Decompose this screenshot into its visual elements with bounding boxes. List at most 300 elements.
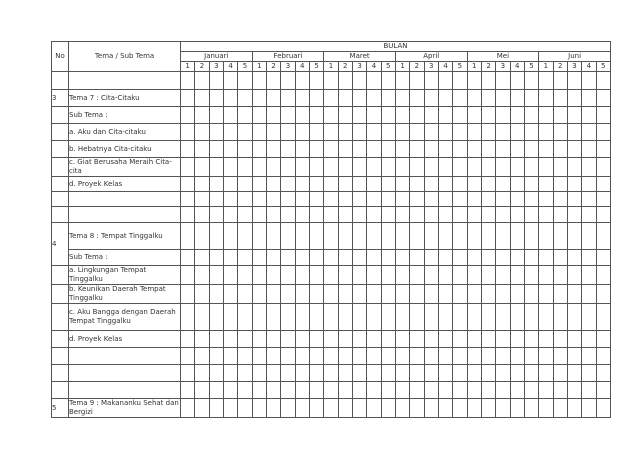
week-cell[interactable] [410, 90, 424, 107]
week-cell[interactable] [481, 266, 495, 285]
week-cell[interactable] [467, 399, 481, 418]
week-cell[interactable] [223, 365, 237, 382]
week-cell[interactable] [381, 250, 395, 266]
week-cell[interactable] [281, 365, 295, 382]
week-cell[interactable] [209, 90, 223, 107]
week-cell[interactable] [524, 285, 538, 304]
week-cell[interactable] [209, 223, 223, 250]
week-cell[interactable] [352, 365, 366, 382]
week-cell[interactable] [324, 285, 338, 304]
week-cell[interactable] [481, 223, 495, 250]
week-cell[interactable] [395, 124, 409, 141]
week-cell[interactable] [367, 177, 381, 192]
week-cell[interactable] [266, 158, 280, 177]
week-cell[interactable] [295, 250, 309, 266]
week-cell[interactable] [266, 192, 280, 207]
week-cell[interactable] [453, 141, 467, 158]
week-cell[interactable] [252, 250, 266, 266]
week-cell[interactable] [567, 124, 581, 141]
week-cell[interactable] [410, 177, 424, 192]
week-cell[interactable] [295, 304, 309, 331]
week-cell[interactable] [567, 223, 581, 250]
week-cell[interactable] [266, 141, 280, 158]
week-cell[interactable] [324, 158, 338, 177]
week-cell[interactable] [367, 158, 381, 177]
week-cell[interactable] [582, 207, 596, 223]
week-cell[interactable] [596, 158, 611, 177]
week-cell[interactable] [266, 223, 280, 250]
week-cell[interactable] [582, 348, 596, 365]
week-cell[interactable] [567, 382, 581, 399]
week-cell[interactable] [367, 365, 381, 382]
week-cell[interactable] [181, 192, 195, 207]
week-cell[interactable] [496, 304, 510, 331]
week-cell[interactable] [295, 124, 309, 141]
week-cell[interactable] [195, 250, 209, 266]
week-cell[interactable] [395, 399, 409, 418]
week-cell[interactable] [524, 177, 538, 192]
week-cell[interactable] [381, 331, 395, 348]
week-cell[interactable] [438, 72, 452, 90]
week-cell[interactable] [338, 72, 352, 90]
week-cell[interactable] [596, 348, 611, 365]
week-cell[interactable] [209, 72, 223, 90]
week-cell[interactable] [481, 250, 495, 266]
week-cell[interactable] [223, 304, 237, 331]
week-cell[interactable] [582, 124, 596, 141]
week-cell[interactable] [453, 158, 467, 177]
week-cell[interactable] [553, 399, 567, 418]
week-cell[interactable] [553, 285, 567, 304]
week-cell[interactable] [223, 192, 237, 207]
week-cell[interactable] [582, 158, 596, 177]
week-cell[interactable] [438, 304, 452, 331]
week-cell[interactable] [209, 285, 223, 304]
week-cell[interactable] [295, 90, 309, 107]
week-cell[interactable] [266, 250, 280, 266]
week-cell[interactable] [539, 266, 553, 285]
week-cell[interactable] [281, 223, 295, 250]
week-cell[interactable] [223, 107, 237, 124]
week-cell[interactable] [295, 107, 309, 124]
week-cell[interactable] [223, 207, 237, 223]
week-cell[interactable] [238, 124, 252, 141]
week-cell[interactable] [209, 266, 223, 285]
week-cell[interactable] [510, 72, 524, 90]
week-cell[interactable] [338, 141, 352, 158]
week-cell[interactable] [481, 141, 495, 158]
week-cell[interactable] [266, 72, 280, 90]
week-cell[interactable] [395, 250, 409, 266]
week-cell[interactable] [539, 304, 553, 331]
week-cell[interactable] [410, 304, 424, 331]
week-cell[interactable] [238, 266, 252, 285]
week-cell[interactable] [295, 285, 309, 304]
week-cell[interactable] [238, 285, 252, 304]
week-cell[interactable] [309, 399, 323, 418]
week-cell[interactable] [195, 365, 209, 382]
week-cell[interactable] [553, 331, 567, 348]
week-cell[interactable] [324, 192, 338, 207]
week-cell[interactable] [539, 331, 553, 348]
week-cell[interactable] [352, 207, 366, 223]
week-cell[interactable] [324, 399, 338, 418]
week-cell[interactable] [410, 382, 424, 399]
week-cell[interactable] [453, 177, 467, 192]
week-cell[interactable] [309, 365, 323, 382]
week-cell[interactable] [295, 141, 309, 158]
week-cell[interactable] [510, 250, 524, 266]
week-cell[interactable] [309, 141, 323, 158]
week-cell[interactable] [381, 158, 395, 177]
week-cell[interactable] [238, 399, 252, 418]
week-cell[interactable] [582, 304, 596, 331]
week-cell[interactable] [582, 399, 596, 418]
week-cell[interactable] [453, 207, 467, 223]
week-cell[interactable] [181, 250, 195, 266]
week-cell[interactable] [195, 266, 209, 285]
week-cell[interactable] [424, 223, 438, 250]
week-cell[interactable] [309, 207, 323, 223]
week-cell[interactable] [266, 365, 280, 382]
week-cell[interactable] [352, 107, 366, 124]
week-cell[interactable] [510, 207, 524, 223]
week-cell[interactable] [496, 250, 510, 266]
week-cell[interactable] [481, 177, 495, 192]
week-cell[interactable] [496, 141, 510, 158]
week-cell[interactable] [352, 331, 366, 348]
week-cell[interactable] [381, 90, 395, 107]
week-cell[interactable] [195, 304, 209, 331]
week-cell[interactable] [324, 72, 338, 90]
week-cell[interactable] [453, 266, 467, 285]
week-cell[interactable] [553, 207, 567, 223]
week-cell[interactable] [309, 124, 323, 141]
week-cell[interactable] [410, 399, 424, 418]
week-cell[interactable] [539, 382, 553, 399]
week-cell[interactable] [510, 304, 524, 331]
week-cell[interactable] [467, 348, 481, 365]
week-cell[interactable] [223, 158, 237, 177]
week-cell[interactable] [553, 348, 567, 365]
week-cell[interactable] [338, 207, 352, 223]
week-cell[interactable] [453, 107, 467, 124]
week-cell[interactable] [510, 399, 524, 418]
week-cell[interactable] [352, 90, 366, 107]
week-cell[interactable] [410, 207, 424, 223]
week-cell[interactable] [524, 250, 538, 266]
week-cell[interactable] [524, 331, 538, 348]
week-cell[interactable] [539, 90, 553, 107]
week-cell[interactable] [238, 348, 252, 365]
week-cell[interactable] [266, 331, 280, 348]
week-cell[interactable] [338, 285, 352, 304]
week-cell[interactable] [281, 207, 295, 223]
week-cell[interactable] [567, 399, 581, 418]
week-cell[interactable] [410, 365, 424, 382]
week-cell[interactable] [209, 192, 223, 207]
week-cell[interactable] [309, 223, 323, 250]
week-cell[interactable] [453, 348, 467, 365]
week-cell[interactable] [352, 72, 366, 90]
week-cell[interactable] [467, 124, 481, 141]
week-cell[interactable] [352, 348, 366, 365]
week-cell[interactable] [496, 177, 510, 192]
week-cell[interactable] [195, 158, 209, 177]
week-cell[interactable] [181, 107, 195, 124]
week-cell[interactable] [381, 348, 395, 365]
week-cell[interactable] [195, 285, 209, 304]
week-cell[interactable] [381, 304, 395, 331]
week-cell[interactable] [596, 90, 611, 107]
week-cell[interactable] [281, 399, 295, 418]
week-cell[interactable] [238, 223, 252, 250]
week-cell[interactable] [524, 207, 538, 223]
week-cell[interactable] [553, 266, 567, 285]
week-cell[interactable] [338, 177, 352, 192]
week-cell[interactable] [596, 266, 611, 285]
week-cell[interactable] [252, 141, 266, 158]
week-cell[interactable] [524, 348, 538, 365]
week-cell[interactable] [524, 266, 538, 285]
week-cell[interactable] [539, 285, 553, 304]
week-cell[interactable] [582, 266, 596, 285]
week-cell[interactable] [209, 207, 223, 223]
week-cell[interactable] [324, 348, 338, 365]
week-cell[interactable] [223, 250, 237, 266]
week-cell[interactable] [438, 250, 452, 266]
week-cell[interactable] [596, 177, 611, 192]
week-cell[interactable] [338, 348, 352, 365]
week-cell[interactable] [553, 304, 567, 331]
week-cell[interactable] [453, 382, 467, 399]
week-cell[interactable] [596, 192, 611, 207]
week-cell[interactable] [352, 304, 366, 331]
week-cell[interactable] [553, 90, 567, 107]
week-cell[interactable] [181, 382, 195, 399]
week-cell[interactable] [481, 331, 495, 348]
week-cell[interactable] [352, 141, 366, 158]
week-cell[interactable] [367, 207, 381, 223]
week-cell[interactable] [195, 192, 209, 207]
week-cell[interactable] [195, 141, 209, 158]
week-cell[interactable] [367, 141, 381, 158]
week-cell[interactable] [266, 399, 280, 418]
week-cell[interactable] [553, 382, 567, 399]
week-cell[interactable] [223, 124, 237, 141]
week-cell[interactable] [367, 331, 381, 348]
week-cell[interactable] [395, 382, 409, 399]
week-cell[interactable] [596, 331, 611, 348]
week-cell[interactable] [539, 223, 553, 250]
week-cell[interactable] [553, 107, 567, 124]
week-cell[interactable] [510, 285, 524, 304]
week-cell[interactable] [381, 382, 395, 399]
week-cell[interactable] [539, 107, 553, 124]
week-cell[interactable] [181, 158, 195, 177]
week-cell[interactable] [309, 72, 323, 90]
week-cell[interactable] [209, 250, 223, 266]
week-cell[interactable] [281, 304, 295, 331]
week-cell[interactable] [252, 399, 266, 418]
week-cell[interactable] [582, 90, 596, 107]
week-cell[interactable] [252, 382, 266, 399]
week-cell[interactable] [395, 192, 409, 207]
week-cell[interactable] [395, 90, 409, 107]
week-cell[interactable] [223, 177, 237, 192]
week-cell[interactable] [467, 72, 481, 90]
week-cell[interactable] [438, 331, 452, 348]
week-cell[interactable] [410, 192, 424, 207]
week-cell[interactable] [596, 72, 611, 90]
week-cell[interactable] [367, 90, 381, 107]
week-cell[interactable] [567, 158, 581, 177]
week-cell[interactable] [467, 90, 481, 107]
week-cell[interactable] [410, 107, 424, 124]
week-cell[interactable] [496, 399, 510, 418]
week-cell[interactable] [424, 285, 438, 304]
week-cell[interactable] [467, 250, 481, 266]
week-cell[interactable] [453, 250, 467, 266]
week-cell[interactable] [195, 72, 209, 90]
week-cell[interactable] [582, 177, 596, 192]
week-cell[interactable] [467, 192, 481, 207]
week-cell[interactable] [453, 90, 467, 107]
week-cell[interactable] [181, 348, 195, 365]
week-cell[interactable] [410, 250, 424, 266]
week-cell[interactable] [266, 304, 280, 331]
week-cell[interactable] [510, 158, 524, 177]
week-cell[interactable] [266, 124, 280, 141]
week-cell[interactable] [209, 399, 223, 418]
week-cell[interactable] [567, 90, 581, 107]
week-cell[interactable] [481, 207, 495, 223]
week-cell[interactable] [209, 331, 223, 348]
week-cell[interactable] [410, 266, 424, 285]
week-cell[interactable] [453, 72, 467, 90]
week-cell[interactable] [281, 90, 295, 107]
week-cell[interactable] [352, 124, 366, 141]
week-cell[interactable] [367, 382, 381, 399]
week-cell[interactable] [352, 285, 366, 304]
week-cell[interactable] [209, 348, 223, 365]
week-cell[interactable] [524, 107, 538, 124]
week-cell[interactable] [553, 365, 567, 382]
week-cell[interactable] [510, 223, 524, 250]
week-cell[interactable] [438, 158, 452, 177]
week-cell[interactable] [410, 223, 424, 250]
week-cell[interactable] [496, 90, 510, 107]
week-cell[interactable] [324, 250, 338, 266]
week-cell[interactable] [582, 72, 596, 90]
week-cell[interactable] [424, 207, 438, 223]
week-cell[interactable] [496, 348, 510, 365]
week-cell[interactable] [582, 250, 596, 266]
week-cell[interactable] [338, 158, 352, 177]
week-cell[interactable] [567, 285, 581, 304]
week-cell[interactable] [338, 192, 352, 207]
week-cell[interactable] [352, 399, 366, 418]
week-cell[interactable] [481, 192, 495, 207]
week-cell[interactable] [467, 107, 481, 124]
week-cell[interactable] [223, 348, 237, 365]
week-cell[interactable] [295, 192, 309, 207]
week-cell[interactable] [381, 399, 395, 418]
week-cell[interactable] [295, 266, 309, 285]
week-cell[interactable] [367, 124, 381, 141]
week-cell[interactable] [324, 141, 338, 158]
week-cell[interactable] [467, 207, 481, 223]
week-cell[interactable] [352, 192, 366, 207]
week-cell[interactable] [438, 177, 452, 192]
week-cell[interactable] [510, 90, 524, 107]
week-cell[interactable] [324, 304, 338, 331]
week-cell[interactable] [181, 90, 195, 107]
week-cell[interactable] [295, 348, 309, 365]
week-cell[interactable] [539, 365, 553, 382]
week-cell[interactable] [410, 141, 424, 158]
week-cell[interactable] [539, 141, 553, 158]
week-cell[interactable] [539, 207, 553, 223]
week-cell[interactable] [467, 158, 481, 177]
week-cell[interactable] [424, 331, 438, 348]
week-cell[interactable] [295, 158, 309, 177]
week-cell[interactable] [582, 365, 596, 382]
week-cell[interactable] [496, 223, 510, 250]
week-cell[interactable] [481, 72, 495, 90]
week-cell[interactable] [195, 348, 209, 365]
week-cell[interactable] [481, 382, 495, 399]
week-cell[interactable] [281, 382, 295, 399]
week-cell[interactable] [567, 304, 581, 331]
week-cell[interactable] [438, 90, 452, 107]
week-cell[interactable] [209, 382, 223, 399]
week-cell[interactable] [309, 285, 323, 304]
week-cell[interactable] [381, 207, 395, 223]
week-cell[interactable] [352, 177, 366, 192]
week-cell[interactable] [338, 304, 352, 331]
week-cell[interactable] [309, 250, 323, 266]
week-cell[interactable] [453, 124, 467, 141]
week-cell[interactable] [381, 141, 395, 158]
week-cell[interactable] [309, 382, 323, 399]
week-cell[interactable] [424, 107, 438, 124]
week-cell[interactable] [281, 158, 295, 177]
week-cell[interactable] [524, 304, 538, 331]
week-cell[interactable] [596, 207, 611, 223]
week-cell[interactable] [510, 266, 524, 285]
week-cell[interactable] [496, 382, 510, 399]
week-cell[interactable] [395, 285, 409, 304]
week-cell[interactable] [195, 124, 209, 141]
week-cell[interactable] [438, 124, 452, 141]
week-cell[interactable] [553, 158, 567, 177]
week-cell[interactable] [496, 158, 510, 177]
week-cell[interactable] [481, 304, 495, 331]
week-cell[interactable] [410, 124, 424, 141]
week-cell[interactable] [338, 223, 352, 250]
week-cell[interactable] [324, 365, 338, 382]
week-cell[interactable] [352, 223, 366, 250]
week-cell[interactable] [524, 223, 538, 250]
week-cell[interactable] [438, 365, 452, 382]
week-cell[interactable] [281, 192, 295, 207]
week-cell[interactable] [453, 304, 467, 331]
week-cell[interactable] [252, 192, 266, 207]
week-cell[interactable] [252, 331, 266, 348]
week-cell[interactable] [295, 177, 309, 192]
week-cell[interactable] [295, 331, 309, 348]
